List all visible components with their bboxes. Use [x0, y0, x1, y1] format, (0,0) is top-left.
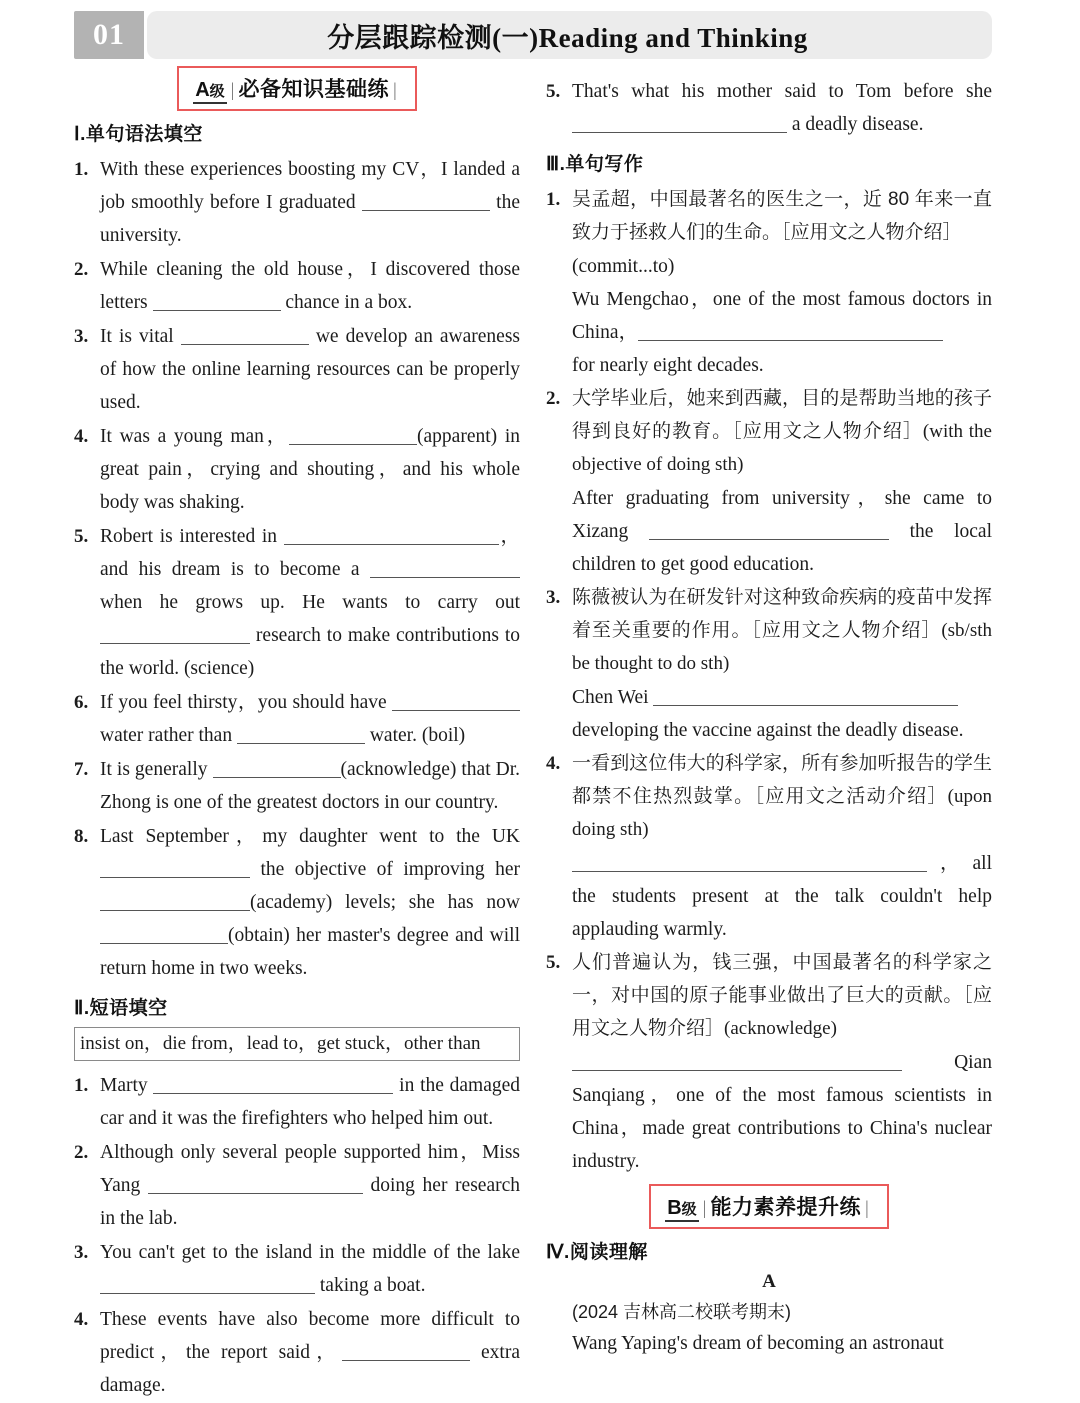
question-item [74, 320, 520, 419]
passage-label: A [762, 1271, 776, 1292]
answer-blank[interactable] [289, 424, 417, 445]
answer-blank[interactable] [181, 324, 309, 345]
level-badge-b-separator: | [702, 1198, 707, 1219]
answer-blank[interactable] [100, 857, 250, 878]
question-text-cont: (academy) levels; she has now [250, 892, 520, 913]
section-2-title: 短语填空 [89, 998, 168, 1019]
question-item [74, 520, 520, 685]
answer-blank[interactable] [572, 1050, 902, 1071]
question-text-cont: (acknowledge) that Dr. Zhong is one of the greatest doctors in our country. [100, 759, 520, 813]
answer-text-pre: Chen Wei [572, 687, 649, 708]
question-hint: (with the objective of doing sth) [572, 421, 992, 475]
section-3-title: 单句写作 [565, 154, 644, 175]
answer-blank[interactable] [237, 723, 365, 744]
question-text-cont: extra damage. [100, 1342, 521, 1396]
passage-first-line: Wang Yaping's dream of becoming an astronaut [572, 1333, 944, 1354]
answer-blank[interactable] [213, 757, 341, 778]
writing-question-list [546, 183, 992, 1178]
answer-area [572, 847, 992, 946]
answer-blank[interactable] [362, 190, 490, 211]
answer-text-post: ，all the students present at the talk couldn't help applauding warmly. [572, 853, 992, 940]
answer-area [572, 482, 992, 581]
question-text: Robert is interested in [100, 526, 278, 547]
question-number: 2. [74, 259, 89, 280]
question-hint: (sb/sth be thought to do sth) [572, 620, 992, 674]
answer-text-post: developing the vaccine against the deadly disease. [572, 720, 964, 741]
passage-source: (2024 吉林高二校联考期末) [572, 1302, 792, 1322]
level-badge-b-tail: | [864, 1198, 869, 1219]
answer-blank[interactable] [653, 685, 958, 706]
section-heading-grammar [74, 119, 520, 146]
level-badge-a-level: A级 [193, 79, 226, 104]
answer-blank[interactable] [638, 320, 943, 341]
question-text-cont: the objective of improving her [260, 859, 520, 880]
header-title-bar [147, 11, 992, 59]
question-text: It is vital [100, 326, 174, 347]
question-hint: (upon doing sth) [572, 786, 992, 840]
question-text-cont: the university. [100, 192, 520, 246]
answer-blank[interactable] [649, 519, 889, 540]
question-text-cont: a deadly disease. [791, 114, 924, 135]
phrase-question-list [74, 1069, 520, 1402]
question-text-cont: taking a boat. [319, 1275, 426, 1296]
answer-blank[interactable] [392, 690, 520, 711]
question-prompt-cn: 陈薇被认为在研发针对这种致命疾病的疫苗中发挥着至关重要的作用。［应用文之人物介绍］ [572, 587, 992, 641]
question-item [74, 153, 520, 252]
question-text: Last September，my daughter went to the UK [100, 826, 520, 847]
question-number: 8. [74, 826, 89, 847]
answer-blank[interactable] [572, 112, 787, 133]
question-text-cont: when he grows up. He wants to carry out [100, 592, 520, 613]
level-badge-a [177, 66, 417, 111]
question-text: With these experiences boosting my CV，I landed a job smoothly before I graduated [100, 159, 520, 213]
answer-text-pre: Wu Mengchao，one of the most famous doctors in China， [572, 289, 992, 343]
question-item [546, 747, 992, 846]
section-1-title: 单句语法填空 [85, 124, 203, 145]
question-number: 2. [546, 388, 561, 409]
question-item [74, 1069, 520, 1135]
right-column [546, 66, 992, 1360]
answer-blank[interactable] [370, 557, 520, 578]
question-number: 5. [546, 952, 561, 973]
question-item [546, 581, 992, 680]
question-number: 3. [546, 587, 561, 608]
answer-blank[interactable] [572, 851, 927, 872]
section-3-roman: Ⅲ [546, 154, 560, 175]
question-number: 3. [74, 1242, 89, 1263]
question-prompt-cn: 大学毕业后，她来到西藏，目的是帮助当地的孩子得到良好的教育。［应用文之人物介绍］ [572, 388, 992, 442]
question-item [74, 420, 520, 519]
answer-blank[interactable] [284, 524, 499, 545]
answer-area [572, 681, 992, 714]
question-text: Although only several people supported him，Miss Yang [100, 1142, 520, 1196]
answer-blank[interactable] [153, 290, 281, 311]
question-text-cont: chance in a box. [285, 292, 413, 313]
question-text-cont: water. (boil) [369, 725, 466, 746]
question-hint: (acknowledge) [724, 1018, 837, 1039]
question-number: 3. [74, 326, 89, 347]
question-text-cont: we develop an awareness of how the online learning resources can be properly used. [100, 326, 521, 413]
level-badge-b-label: 能力素养提升练 [710, 1196, 861, 1219]
answer-text-post: for nearly eight decades. [572, 355, 764, 376]
question-prompt-cn: 一看到这位伟大的科学家，所有参加听报告的学生都禁不住热烈鼓掌。［应用文之活动介绍］ [572, 753, 992, 807]
section-3-dot: . [559, 154, 566, 175]
section-2-dot: . [83, 998, 90, 1019]
question-item [546, 382, 992, 481]
section-heading-phrases [74, 993, 520, 1020]
question-item [546, 75, 992, 141]
question-text: These events have also become more difficult to predict，the report said， [100, 1309, 520, 1363]
question-text-cont: water rather than [100, 725, 233, 746]
question-item [74, 253, 520, 319]
page-header [74, 11, 992, 59]
grammar-question-list [74, 153, 520, 985]
phrase-bank-box: insist on，die from，lead to，get stuck，other than [74, 1027, 520, 1061]
answer-blank[interactable] [148, 1173, 363, 1194]
answer-area [572, 1046, 992, 1178]
chapter-number-badge: 01 [74, 11, 144, 59]
question-item [74, 1303, 520, 1402]
question-text: If you feel thirsty，you should have [100, 692, 387, 713]
question-text-cont: (obtain) her master's degree and will return home in two weeks. [100, 925, 520, 979]
section-heading-writing [546, 149, 992, 176]
section-2-roman: Ⅱ [74, 998, 84, 1019]
level-badge-a-separator: | [230, 80, 235, 101]
section-1-roman: Ⅰ [74, 124, 81, 145]
answer-blank[interactable] [153, 1073, 393, 1094]
answer-blank[interactable] [100, 623, 250, 644]
question-text-cont: ，and his dream is to become a [100, 526, 520, 580]
question-number: 6. [74, 692, 89, 713]
answer-blank[interactable] [100, 890, 250, 911]
question-text: That's what his mother said to Tom before she [572, 81, 992, 102]
question-text-cont: research to make contributions to the world. (science) [100, 625, 521, 679]
question-number: 1. [546, 189, 561, 210]
question-text-cont: in the damaged car and it was the firefighters who helped him out. [100, 1075, 521, 1129]
left-column [74, 66, 520, 1403]
question-prompt-cn: 吴孟超，中国最著名的医生之一，近 80 年来一直致力于拯救人们的生命。［应用文之人物介绍］ [572, 189, 992, 243]
question-number: 1. [74, 1075, 89, 1096]
question-text: While cleaning the old house，I discovered those letters [100, 259, 520, 313]
answer-blank[interactable] [100, 923, 228, 944]
level-badge-a-label: 必备知识基础练 [238, 78, 389, 101]
section-heading-reading [546, 1237, 992, 1264]
question-number: 1. [74, 159, 89, 180]
question-text: You can't get to the island in the middle of the lake [100, 1242, 520, 1263]
question-item [74, 1136, 520, 1235]
level-badge-b-level: B级 [665, 1197, 698, 1222]
question-item [74, 753, 520, 819]
question-text-cont: (apparent) in great pain，crying and shouting，and his whole body was shaking. [100, 426, 520, 513]
question-item [74, 1236, 520, 1302]
page-title: 分层跟踪检测(一)Reading and Thinking [327, 22, 808, 53]
answer-text-pre: After graduating from university，she came to Xizang [572, 488, 992, 542]
answer-text-post: the local children to get good education. [572, 521, 992, 575]
section-1-dot: . [80, 124, 86, 145]
question-number: 4. [74, 1309, 89, 1330]
answer-text-post: Qian Sanqiang，one of the most famous scientists in China，made great contributions to China's nuclear industry. [572, 1052, 992, 1172]
level-badge-b [649, 1184, 889, 1229]
question-number: 7. [74, 759, 89, 780]
answer-blank[interactable] [100, 1273, 315, 1294]
answer-area [572, 283, 992, 349]
question-text: Marty [100, 1075, 148, 1096]
section-4-dot: . [564, 1242, 570, 1263]
question-hint: (commit...to) [572, 256, 675, 277]
question-text-cont: doing her research in the lab. [100, 1175, 520, 1229]
question-number: 4. [74, 426, 89, 447]
question-number: 4. [546, 753, 561, 774]
question-number: 5. [546, 81, 561, 102]
question-number: 5. [74, 526, 89, 547]
question-prompt-cn: 人们普遍认为，钱三强，中国最著名的科学家之一，对中国的原子能事业做出了巨大的贡献。［应用文之人物介绍］ [572, 952, 992, 1039]
question-text: It is generally [100, 759, 208, 780]
question-item [74, 686, 520, 752]
level-badge-a-tail: | [392, 80, 397, 101]
section-4-roman: Ⅳ [546, 1242, 565, 1263]
question-item [546, 183, 992, 249]
question-text: It was a young man， [100, 426, 290, 447]
question-item [74, 820, 520, 985]
question-number: 2. [74, 1142, 89, 1163]
section-4-title: 阅读理解 [569, 1242, 648, 1263]
question-item [546, 946, 992, 1045]
answer-blank[interactable] [342, 1340, 470, 1361]
